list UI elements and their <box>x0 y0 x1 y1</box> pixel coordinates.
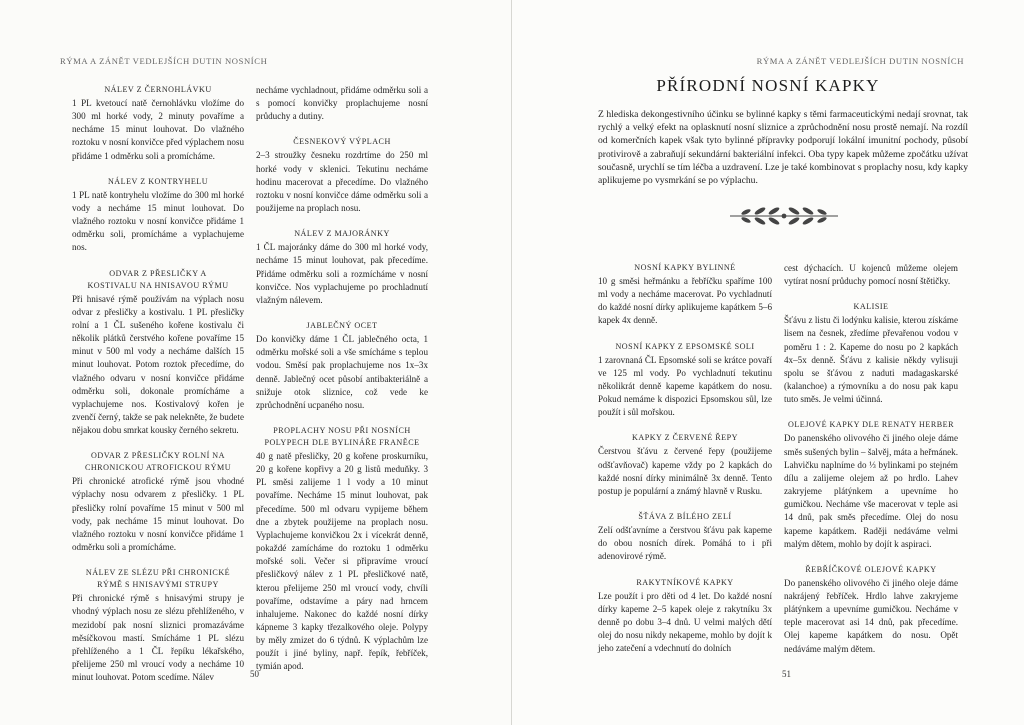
chapter-title: PŘÍRODNÍ NOSNÍ KAPKY <box>656 76 880 95</box>
section-body: 1 PL kvetoucí natě černohlávku vložíme do 300 ml horké vody, 2 minuty povaříme a necháme 15 minut louhovat. Do vlažného roztoku v nosní konvičce před výplachem nosu přidáme 1 odměrku soli a promícháme. <box>72 98 244 161</box>
recipe-section <box>72 268 244 438</box>
section-body: Při chronické rýmě s hnisavými strupy je vhodný výplach nosu ze slézu přehlíženého, v mezidobí pak nosní sliznici promazáváme měsíčkovou mastí. Smícháme 1 PL slézu přehlíženého a 1 ČL řepíku lékařského, přelijeme 250 ml vroucí vody a necháme 10 minut louhovat. Potom scedíme. Nálev <box>72 593 244 683</box>
section-title: JABLEČNÝ OCET <box>306 321 378 331</box>
recipe-section <box>784 301 958 406</box>
section-title: NÁLEV Z KONTRYHELU <box>107 176 209 186</box>
section-title: PROPLACHY NOSU PŘI NOSNÍCH POLYPECH DLE BYLINÁŘE FRANĚCE <box>264 425 420 447</box>
recipe-section <box>72 176 244 255</box>
recipe-section <box>256 425 428 674</box>
section-title: NÁLEV Z MAJORÁNKY <box>294 229 390 239</box>
section-title: ČESNEKOVÝ VÝPLACH <box>293 137 391 147</box>
recipe-section <box>598 262 772 328</box>
section-title: KALISIE <box>853 302 889 312</box>
section-body: 40 g natě přesličky, 20 g kořene proskurníku, 20 g kořene kopřivy a 20 g listů meduňky. 3 PL směsi zalijeme 1 l vody a 10 minut povaříme. Necháme 15 minut louhovat, pak přecedíme. 500 ml odvaru vypijeme během dne a zbytek použijeme na proplach nosu. Vyplachujeme konvičkou 2x i vícekrát denně, pokaždé zamícháme do roztoku 1 odměrku mořské soli. Večer si připravíme vroucí přesličkový nálev z 1 PL přesličkové natě, kterou přelijeme 250 ml vroucí vody, chvíli povaříme, odstavíme a páry nad hrncem inhalujeme. Nakonec do každé nosní dírky kápneme 3 kapky třezalkového oleje. Polypy by měly zmizet do 6 týdnů. K výplachům lze použít i jiné byliny, např. řepík, řebříček, tymián apod. <box>256 450 428 672</box>
recipe-section <box>598 511 772 563</box>
section-body: 1 PL natě kontryhelu vložíme do 300 ml horké vody a necháme 15 minut louhovat. Do vlažného roztoku v nosní konvičce přidáme 1 odměrku soli, promícháme a vyplachujeme nos. <box>72 189 244 253</box>
section-title: NOSNÍ KAPKY BYLINNÉ <box>634 263 736 272</box>
recipe-section <box>72 450 244 554</box>
recipe-section <box>784 564 958 656</box>
chapter-intro: Z hlediska dekongestivního účinku se bylinné kapky s těmi farmaceutickými nedají srovnat, tak rychlý a velký efekt na oplasknutí nosní sliznice a zprůchodnění nosu prostě nemají. Na rozdíl od komerčních kapek však tyto bylinné přípravky podporují lokální imunitní pochody, působí protivirově a zabraňují sekundární bakteriální infekci. Oba typy kapek můžeme zpočátku užívat současně, urychlí se tím léčba a uzdravení. Lze je také kombinovat s proplachy nosu, kdy kapky aplikujeme po vysmrkání se po výplachu. <box>598 109 968 187</box>
section-body: Při chronické atrofické rýmě jsou vhodné výplachy nosu odvarem z přesličky. 1 PL přesličky rolní povaříme 15 minut v 500 ml vody, pak necháme 15 minut louhovat. Do vlažného roztoku v nosní konvičce přidáme 1 odměrku soli a promícháme. <box>72 476 244 553</box>
page-number-left: 50 <box>250 669 259 679</box>
recipe-section <box>784 262 958 288</box>
section-body: Do panenského olivového či jiného oleje dáme směs sušených bylin – šalvěj, máta a heřmánek. Lahvičku naplníme do ⅓ bylinkami po stejném dílu a zalijeme olejem až po hrdlo. Lahev zakryjeme plátýnkem a upevníme ho gumičkou. Necháme vše macerovat v teple asi 14 dnů, pak směs přecedíme. Olej do nosu kapeme kapátkem. Raději nedáváme velmi malým dětem, mohlo by dojít k aspiraci. <box>784 433 958 549</box>
running-head-right: RÝMA A ZÁNĚT VEDLEJŠÍCH DUTIN NOSNÍCH <box>756 56 964 66</box>
left-column-2 <box>256 84 428 687</box>
section-title: ŘEBŘÍČKOVÉ OLEJOVÉ KAPKY <box>805 564 937 574</box>
section-body: Čerstvou šťávu z červené řepy (použijeme odšťavňovač) kapeme vždy po 2 kapkách do každé nosní dírky minimálně 3x denně. Tento postup je populární a známý hlavně v Rusku. <box>598 446 772 496</box>
section-title: KAPKY Z ČERVENÉ ŘEPY <box>632 433 738 443</box>
section-body: Při hnisavé rýmě používám na výplach nosu odvar z přesličky a kostivalu. 1 PL přesličky rolní a 1 ČL sušeného kořene kostivalu či několik plátků čerstvého kořene povaříme 15 minut v 500 ml vody a necháme dalších 15 minut louhovat. Potom roztok přecedíme, do vlažného odvaru v nosní konvičce přidáme odměrku soli, dokonale promícháme a vyplachujeme nos. Kostivalový kořen je zvenčí černý, takže se pak nelekněte, že budete nějakou dobu smrkat kousky černého sekretu. <box>72 293 244 436</box>
recipe-section <box>256 320 428 412</box>
recipe-section <box>72 84 244 163</box>
section-title: NOSNÍ KAPKY Z EPSOMSKÉ SOLI <box>615 341 755 351</box>
recipe-section <box>598 577 772 656</box>
page-number-right: 51 <box>782 669 791 679</box>
section-title: ŠŤÁVA Z BÍLÉHO ZELÍ <box>638 512 732 522</box>
section-body: 2–3 stroužky česneku rozdrtíme do 250 ml horké vody v sklenici. Tekutinu necháme hodinu macerovat a přecedíme. Do vlažného roztoku v nosní konvičce dáme odměrku soli a použijeme na proplach nosu. <box>256 150 428 214</box>
section-body: Zelí odšťavníme a čerstvou šťávu pak kapeme do obou nosních dírek. Pomáhá to i při adenovirové rýmě. <box>598 525 772 562</box>
recipe-section <box>598 432 772 498</box>
running-head-left: RÝMA A ZÁNĚT VEDLEJŠÍCH DUTIN NOSNÍCH <box>60 56 268 66</box>
recipe-section <box>256 84 428 123</box>
section-body: Do panenského olivového či jiného oleje dáme nakrájený řebříček. Hrdlo lahve zakryjeme plátýnkem a upevníme gumičkou. Necháme v teple macerovat asi 14 dnů, pak přecedíme. Olej kapeme kapátkem do nosu. Opět nedáváme malým dětem. <box>784 577 958 654</box>
section-title: OLEJOVÉ KAPKY DLE RENATY HERBER <box>788 420 954 430</box>
section-title: NÁLEV ZE SLÉZU PŘI CHRONICKÉ RÝMĚ S HNISAVÝMI STRUPY <box>85 568 231 590</box>
section-body: 1 zarovnaná ČL Epsomské soli se krátce povaří ve 125 ml vody. Po vychladnutí tekutinu několikrát denně kapeme kapátkem do nosu. Pokud nemáme k dispozici Epsomskou sůl, lze použít i sůl mořskou. <box>598 354 772 418</box>
recipe-section <box>784 419 958 550</box>
section-title: NÁLEV Z ČERNOHLÁVKU <box>104 85 212 94</box>
recipe-section <box>72 567 244 684</box>
section-body: necháme vychladnout, přidáme odměrku soli a s pomocí konvičky proplachujeme nosní průduchy a dutiny. <box>256 85 428 122</box>
section-title: ODVAR Z PŘESLIČKY ROLNÍ NA CHRONICKOU ATROFICKOU RÝMU <box>84 451 232 473</box>
right-column-2 <box>784 262 958 669</box>
section-body: cest dýchacích. U kojenců můžeme olejem vytírat nosní průduchy pomocí nosní štětičky. <box>784 263 958 287</box>
section-title: RAKYTNÍKOVÉ KAPKY <box>636 577 734 587</box>
section-title: ODVAR Z PŘESLIČKY A KOSTIVALU NA HNISAVOU RÝMU <box>87 268 229 290</box>
right-page <box>512 0 1024 725</box>
recipe-section <box>256 228 428 307</box>
section-body: 10 g směsi heřmánku a řebříčku spaříme 100 ml vody a necháme macerovat. Po vychladnutí do každé nosní dírky aplikujeme kapátkem 5–6 kapek 4x denně. <box>598 276 772 326</box>
section-body: 1 ČL majoránky dáme do 300 ml horké vody, necháme 15 minut louhovat, pak přecedíme. Přidáme odměrku soli a rozmícháme v nosní konvičce. Nos vyplachujeme po prochladnutí vlažným nálevem. <box>256 242 428 305</box>
left-column-1 <box>72 84 244 697</box>
section-body: Lze použít i pro děti od 4 let. Do každé nosní dírky kapeme 2–5 kapek oleje z rakytníku 3x denně po dobu 3–4 dnů. U velmi malých dětí olej do nosu nikdy nekapeme, mohlo by dojít k jeho zatečení a vdechnutí do dolních <box>598 590 772 654</box>
section-body: Do konvičky dáme 1 ČL jablečného octa, 1 odměrku mořské soli a vše smícháme s teplou vodou. Směsí pak proplachujeme nos 1x–3x denně. Jablečný ocet působí antibakteriálně a snižuje otok sliznice, což vede ke zprůchodnění ucpaného nosu. <box>256 334 428 410</box>
recipe-section <box>256 136 428 215</box>
leaf-ornament-icon <box>726 204 842 228</box>
section-body: Šťávu z listu či lodýnku kalisie, kterou získáme lisem na česnek, zředíme převařenou vodou v poměru 1 : 2. Kapeme do nosu po 2 kapkách 4x–5x denně. Šťávu z kalisie někdy vylisuji spolu se šťávou z naduti madagaskarské (kalanchoe) a rýmovníku a do nosu pak kapu tuto směs. Je velmi účinná. <box>784 315 958 405</box>
right-column-1 <box>598 262 772 668</box>
recipe-section <box>598 341 772 420</box>
